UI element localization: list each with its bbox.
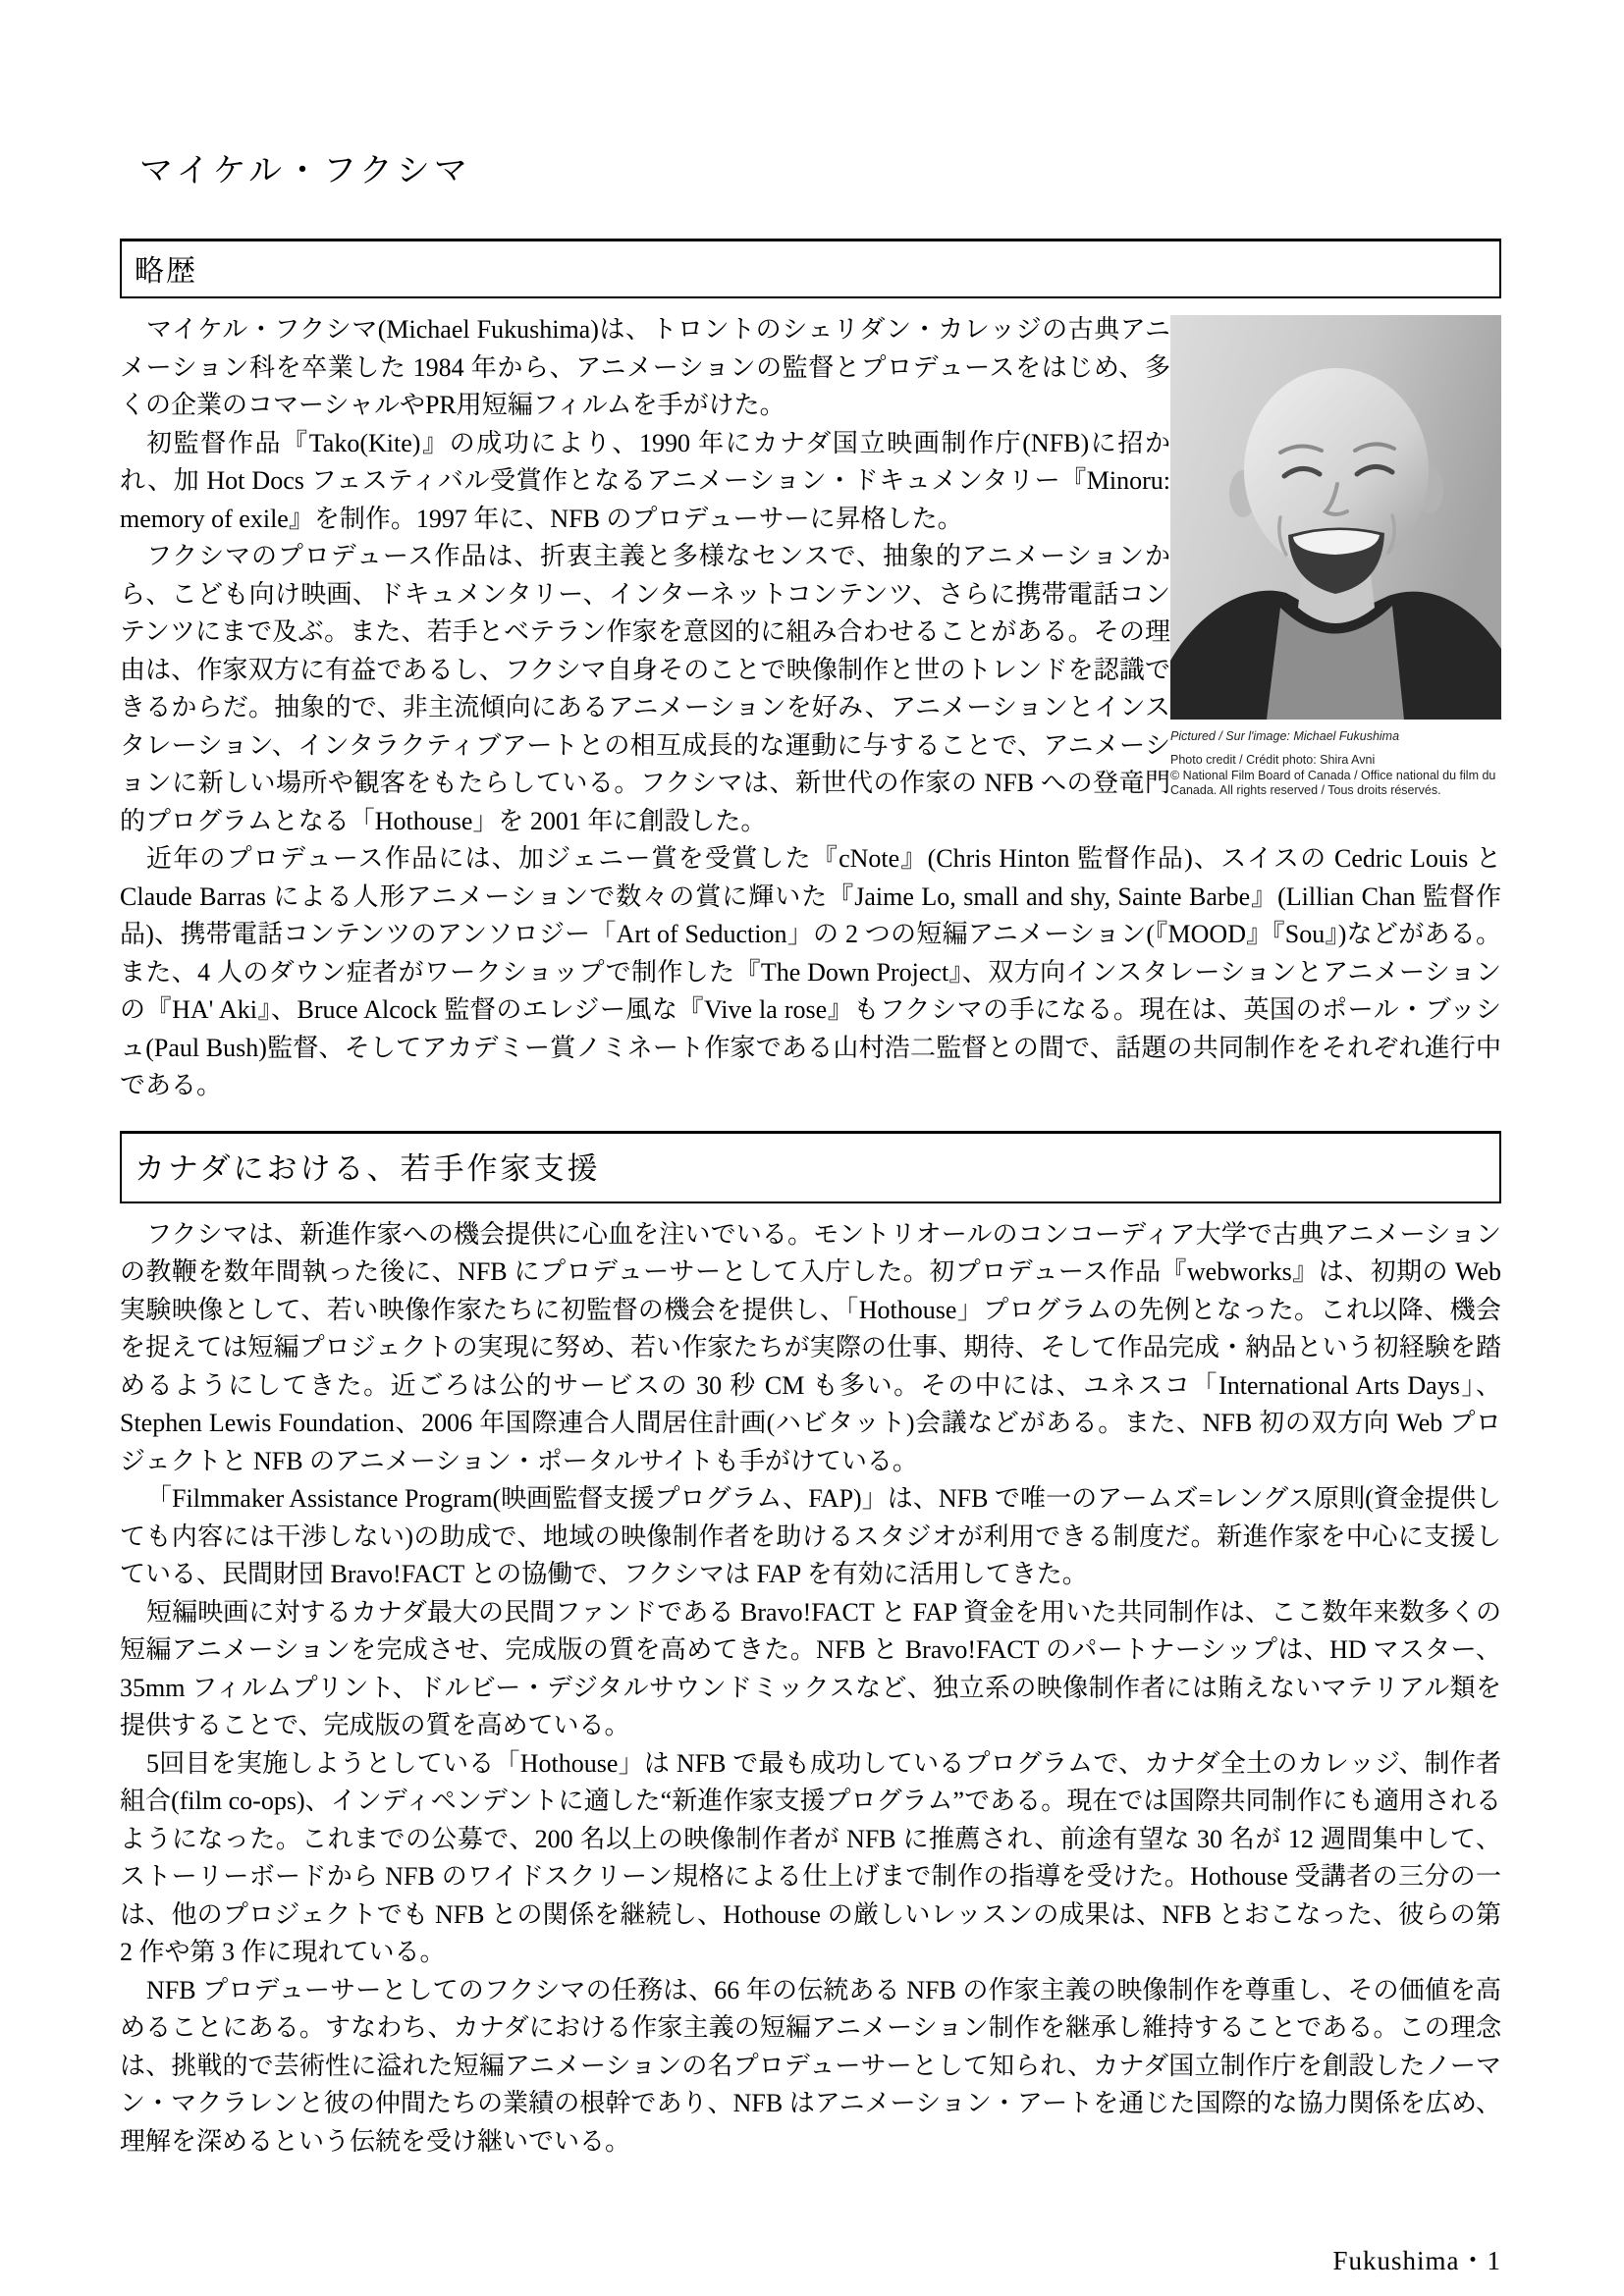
biography-paragraph-3: フクシマのプロデュース作品は、折衷主義と多様なセンスで、抽象的アニメーションから、こども向け映画、ドキュメンタリー、インターネットコンテンツ、さらに携帯電話コンテンツにまで及ぶ。また、若手とベテラン作家を意図的に組み合わせることがある。その理由は、作家双方に有益であるし、フクシマ自身そのことで映像制作と世のトレンドを認識できるからだ。抽象的で、非主流傾向にあるアニメーションを好み、アニメーションとインスタレーション、インタラクティブアートとの相互成長的な運動に与することで、アニメーションに新しい場所や観客をもたらしている。フクシマは、新世代の作家の NFB への登竜門的プログラムとなる「Hothouse」を 2001 年に創設した。 [120, 542, 1170, 835]
photo-figure [1170, 315, 1501, 798]
biography-section-body [120, 311, 1501, 1105]
biography-paragraph-1: マイケル・フクシマ(Michael Fukushima)は、トロントのシェリダン・カレッジの古典アニメーション科を卒業した 1984 年から、アニメーションの監督とプロデュースをはじめ、多くの企業のコマーシャルやPR用短編フィルムを手がけた。 [120, 315, 1170, 419]
support-paragraph-4: 5回目を実施しようとしている「Hothouse」は NFB で最も成功しているプログラムで、カナダ全土のカレッジ、制作者組合(film co-ops)、インディペンデントに適した“新進作家支援プログラム”である。現在では国際共同制作にも適用されるようになった。これまでの公募で、200 名以上の映像制作者が NFB に推薦され、前途有望な 30 名が 12 週間集中して、ストーリーボードから NFB のワイドスクリーン規格による仕上げまで制作の指導を受けた。Hothouse 受講者の三分の一は、他のプロジェクトでも NFB との関係を継続し、Hothouse の厳しいレッスンの成果は、NFB とおこなった、彼らの第 2 作や第 3 作に現れている。 [120, 1748, 1501, 1966]
section-heading-support: カナダにおける、若手作家支援 [135, 1150, 601, 1186]
photo-caption-pictured: Pictured / Sur l'image: Michael Fukushima [1170, 729, 1400, 743]
page-number: Fukushima・1 [1332, 2246, 1501, 2275]
biography-paragraph-4: 近年のプロデュース作品には、加ジェニー賞を受賞した『cNote』(Chris Hinton 監督作品)、スイスの Cedric Louis と Claude Barras による人形アニメーションで数々の賞に輝いた『Jaime Lo, small and shy, Sainte Barbe』(Lillian Chan 監督作品)、携帯電話コンテンツのアンソロジー「Art of Seduction」の 2 つの短編アニメーション(『MOOD』『Sou』)などがある。また、4 人のダウン症者がワークショップで制作した『The Down Project』、双方向インスタレーションとアニメーションの『HA' Aki』、Bruce Alcock 監督のエレジー風な『Vive la rose』もフクシマの手になる。現在は、英国のポール・ブッシュ(Paul Bush)監督、そしてアカデミー賞ノミネート作家である山村浩二監督との間で、話題の共同制作をそれぞれ進行中である。 [120, 844, 1501, 1099]
support-paragraph-5: NFB プロデューサーとしてのフクシマの任務は、66 年の伝統ある NFB の作家主義の映像制作を尊重し、その価値を高めることにある。すなわち、カナダにおける作家主義の短編アニメーション制作を継承し維持することである。この理念は、挑戦的で芸術性に溢れた短編アニメーションの名プロデューサーとして知られ、カナダ国立制作庁を創設したノーマン・マクラレンと彼の仲間たちの業績の根幹であり、NFB はアニメーション・アートを通じた国際的な協力関係を広め、理解を深めるという伝統を受け継いでいる。 [120, 1975, 1501, 2156]
section-box-biography [120, 239, 1501, 298]
page-title: マイケル・フクシマ [139, 152, 471, 189]
section-heading-biography: 略歴 [135, 255, 197, 288]
support-paragraph-3: 短編映画に対するカナダ最大の民間ファンドである Bravo!FACT と FAP 資金を用いた共同制作は、ここ数年来数多くの短編アニメーションを完成させ、完成版の質を高めてきた。NFB と Bravo!FACT のパートナーシップは、HD マスター、35mm フィルムプリント、ドルビー・デジタルサウンドミックスなど、独立系の映像制作者には賄えないマテリアル類を提供することで、完成版の質を高めている。 [120, 1597, 1501, 1739]
portrait-photo [1170, 315, 1501, 720]
support-paragraph-2: 「Filmmaker Assistance Program(映画監督支援プログラム、FAP)」は、NFB で唯一のアームズ=レングス原則(資金提供しても内容には干渉しない)の助成で、地域の映像制作者を助けるスタジオが利用できる制度だ。新進作家を中心に支援している、民間財団 Bravo!FACT との協働で、フクシマは FAP を有効に活用してきた。 [120, 1484, 1501, 1588]
support-section-body [120, 1216, 1501, 2162]
biography-paragraph-2: 初監督作品『Tako(Kite)』の成功により、1990 年にカナダ国立映画制作庁(NFB)に招かれ、加 Hot Docs フェスティバル受賞作となるアニメーション・ドキュメンタリー『Minoru: memory of exile』を制作。1997 年に、NFB のプロデューサーに昇格した。 [120, 428, 1170, 533]
photo-caption [1170, 729, 1501, 798]
photo-caption-copyright: © National Film Board of Canada / Office national du film du Canada. All rights reserved / Tous droits réservés. [1170, 769, 1496, 797]
section-box-support [120, 1131, 1501, 1203]
photo-caption-credit: Photo credit / Crédit photo: Shira Avni [1170, 753, 1376, 767]
support-paragraph-1: フクシマは、新進作家への機会提供に心血を注いでいる。モントリオールのコンコーディア大学で古典アニメーションの教鞭を数年間執った後に、NFB にプロデューサーとして入庁した。初プロデュース作品『webworks』は、初期の Web 実験映像として、若い映像作家たちに初監督の機会を提供し、「Hothouse」プログラムの先例となった。これ以降、機会を捉えては短編プロジェクトの実現に努め、若い作家たちが実際の仕事、期待、そして作品完成・納品という初経験を踏めるようにしてきた。近ごろは公的サービスの 30 秒 CM も多い。その中には、ユネスコ「International Arts Days」、Stephen Lewis Foundation、2006 年国際連合人間居住計画(ハビタット)会議などがある。また、NFB 初の双方向 Web プロジェクトと NFB のアニメーション・ポータルサイトも手がけている。 [120, 1219, 1501, 1475]
